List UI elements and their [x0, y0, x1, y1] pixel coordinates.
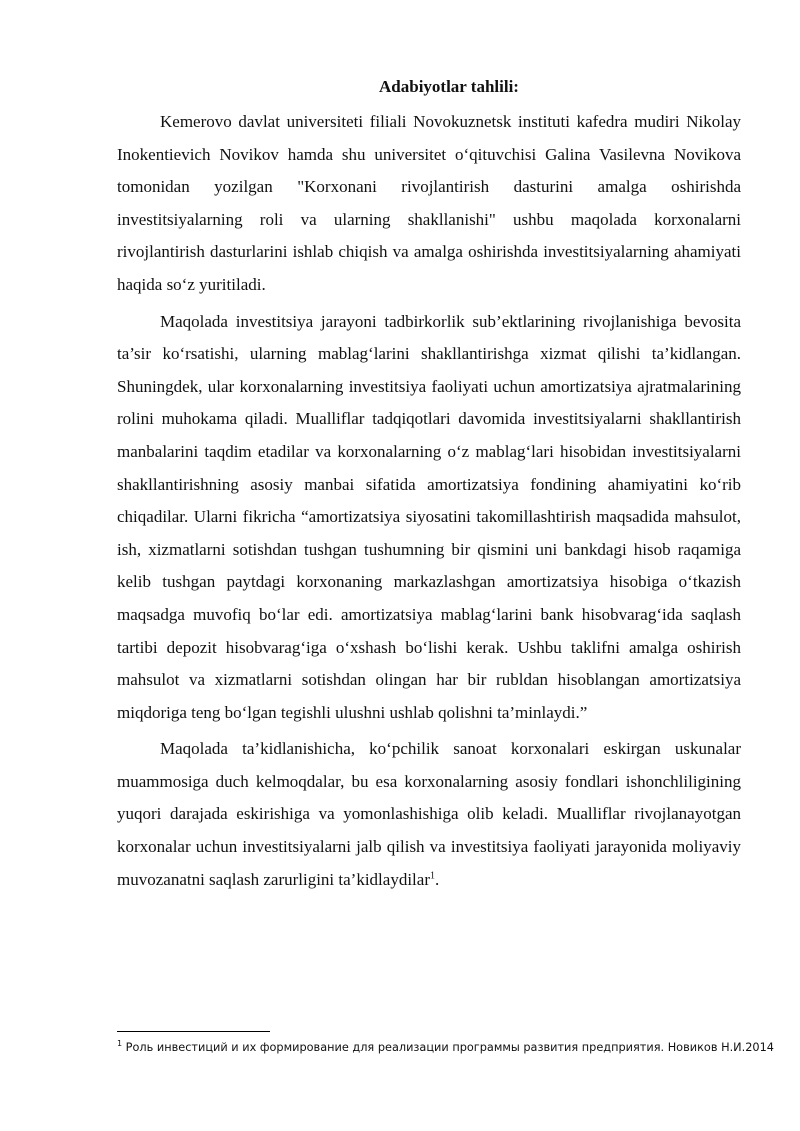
document-body	[117, 72, 741, 900]
footnote	[117, 1039, 774, 1056]
paragraph-3-text: Maqolada ta’kidlanishicha, ko‘pchilik sanoat korxonalari eskirgan uskunalar muammosiga duch kelmoqdalar, bu esa korxonalarning asosiy fondlari ishonchliligining yuqori darajada eskirishiga va yomonlashishiga olib keladi. Mualliflar rivojlanayotgan korxonalar uchun investitsiyalarni jalb qilish va investitsiya faoliyati jarayonida moliyaviy muvozanatni saqlash zarurligini ta’kidlaydilar	[117, 739, 741, 889]
paragraph-2: Maqolada investitsiya jarayoni tadbirkorlik sub’ektlarining rivojlanishiga bevosita ta’sir ko‘rsatishi, ularning mablag‘larini shakllantirishga xizmat qilishi ta’kidlangan. Shuningdek, ular korxonalarning investitsiya faoliyati uchun amortizatsiya ajratmalarining rolini muhokama qiladi. Mualliflar tadqiqotlari davomida investitsiyalarni shakllantirish manbalarini taqdim etadilar va korxonalarning o‘z mablag‘lari hisobidan investitsiyalarni shakllantirishning asosiy manbai sifatida amortizatsiya fondining ahamiyatini ko‘rib chiqadilar. Ularni fikricha “amortizatsiya siyosatini takomillashtirish maqsadida mahsulot, ish, xizmatlarni sotishdan tushgan tushumning bir qismini uni bankdagi hisob raqamiga kelib tushgan paytdagi korxonaning markazlashgan amortizatsiya hisobiga o‘tkazish maqsadga muvofiq bo‘lar edi. amortizatsiya mablag‘larini bank hisobvarag‘ida saqlash tartibi depozit hisobvarag‘iga o‘xshash bo‘lishi kerak. Ushbu taklifni amalga oshirish mahsulot va xizmatlarni sotishdan olingan har bir rubldan hisoblangan amortizatsiya miqdoriga teng bo‘lgan tegishli ulushni ushlab qolishni ta’minlaydi.”	[117, 311, 741, 722]
footnote-text: Роль инвестиций и их формирование для реализации программы развития предприятия. Новиков Н.И.2014	[122, 1041, 774, 1054]
footnote-reference[interactable]: 1	[429, 870, 435, 881]
footnote-number: 1	[117, 1039, 123, 1049]
section-title: Adabiyotlar tahlili:	[379, 77, 519, 96]
paragraph-3	[117, 733, 741, 896]
paragraph-1: Kemerovo davlat universiteti filiali Novokuznetsk instituti kafedra mudiri Nikolay Inokentievich Novikov hamda shu universitet o‘qituvchisi Galina Vasilevna Novikova tomonidan yozilgan "Korxonani rivojlantirish dasturini amalga oshirishda investitsiyalarning roli va ularning shakllanishi" ushbu maqolada korxonalarni rivojlantirish dasturlarini ishlab chiqish va amalga oshirishda investitsiyalarning ahamiyati haqida so‘z yuritiladi.	[117, 112, 741, 294]
footnote-separator	[117, 1031, 270, 1032]
paragraph-3-end: .	[434, 869, 440, 889]
